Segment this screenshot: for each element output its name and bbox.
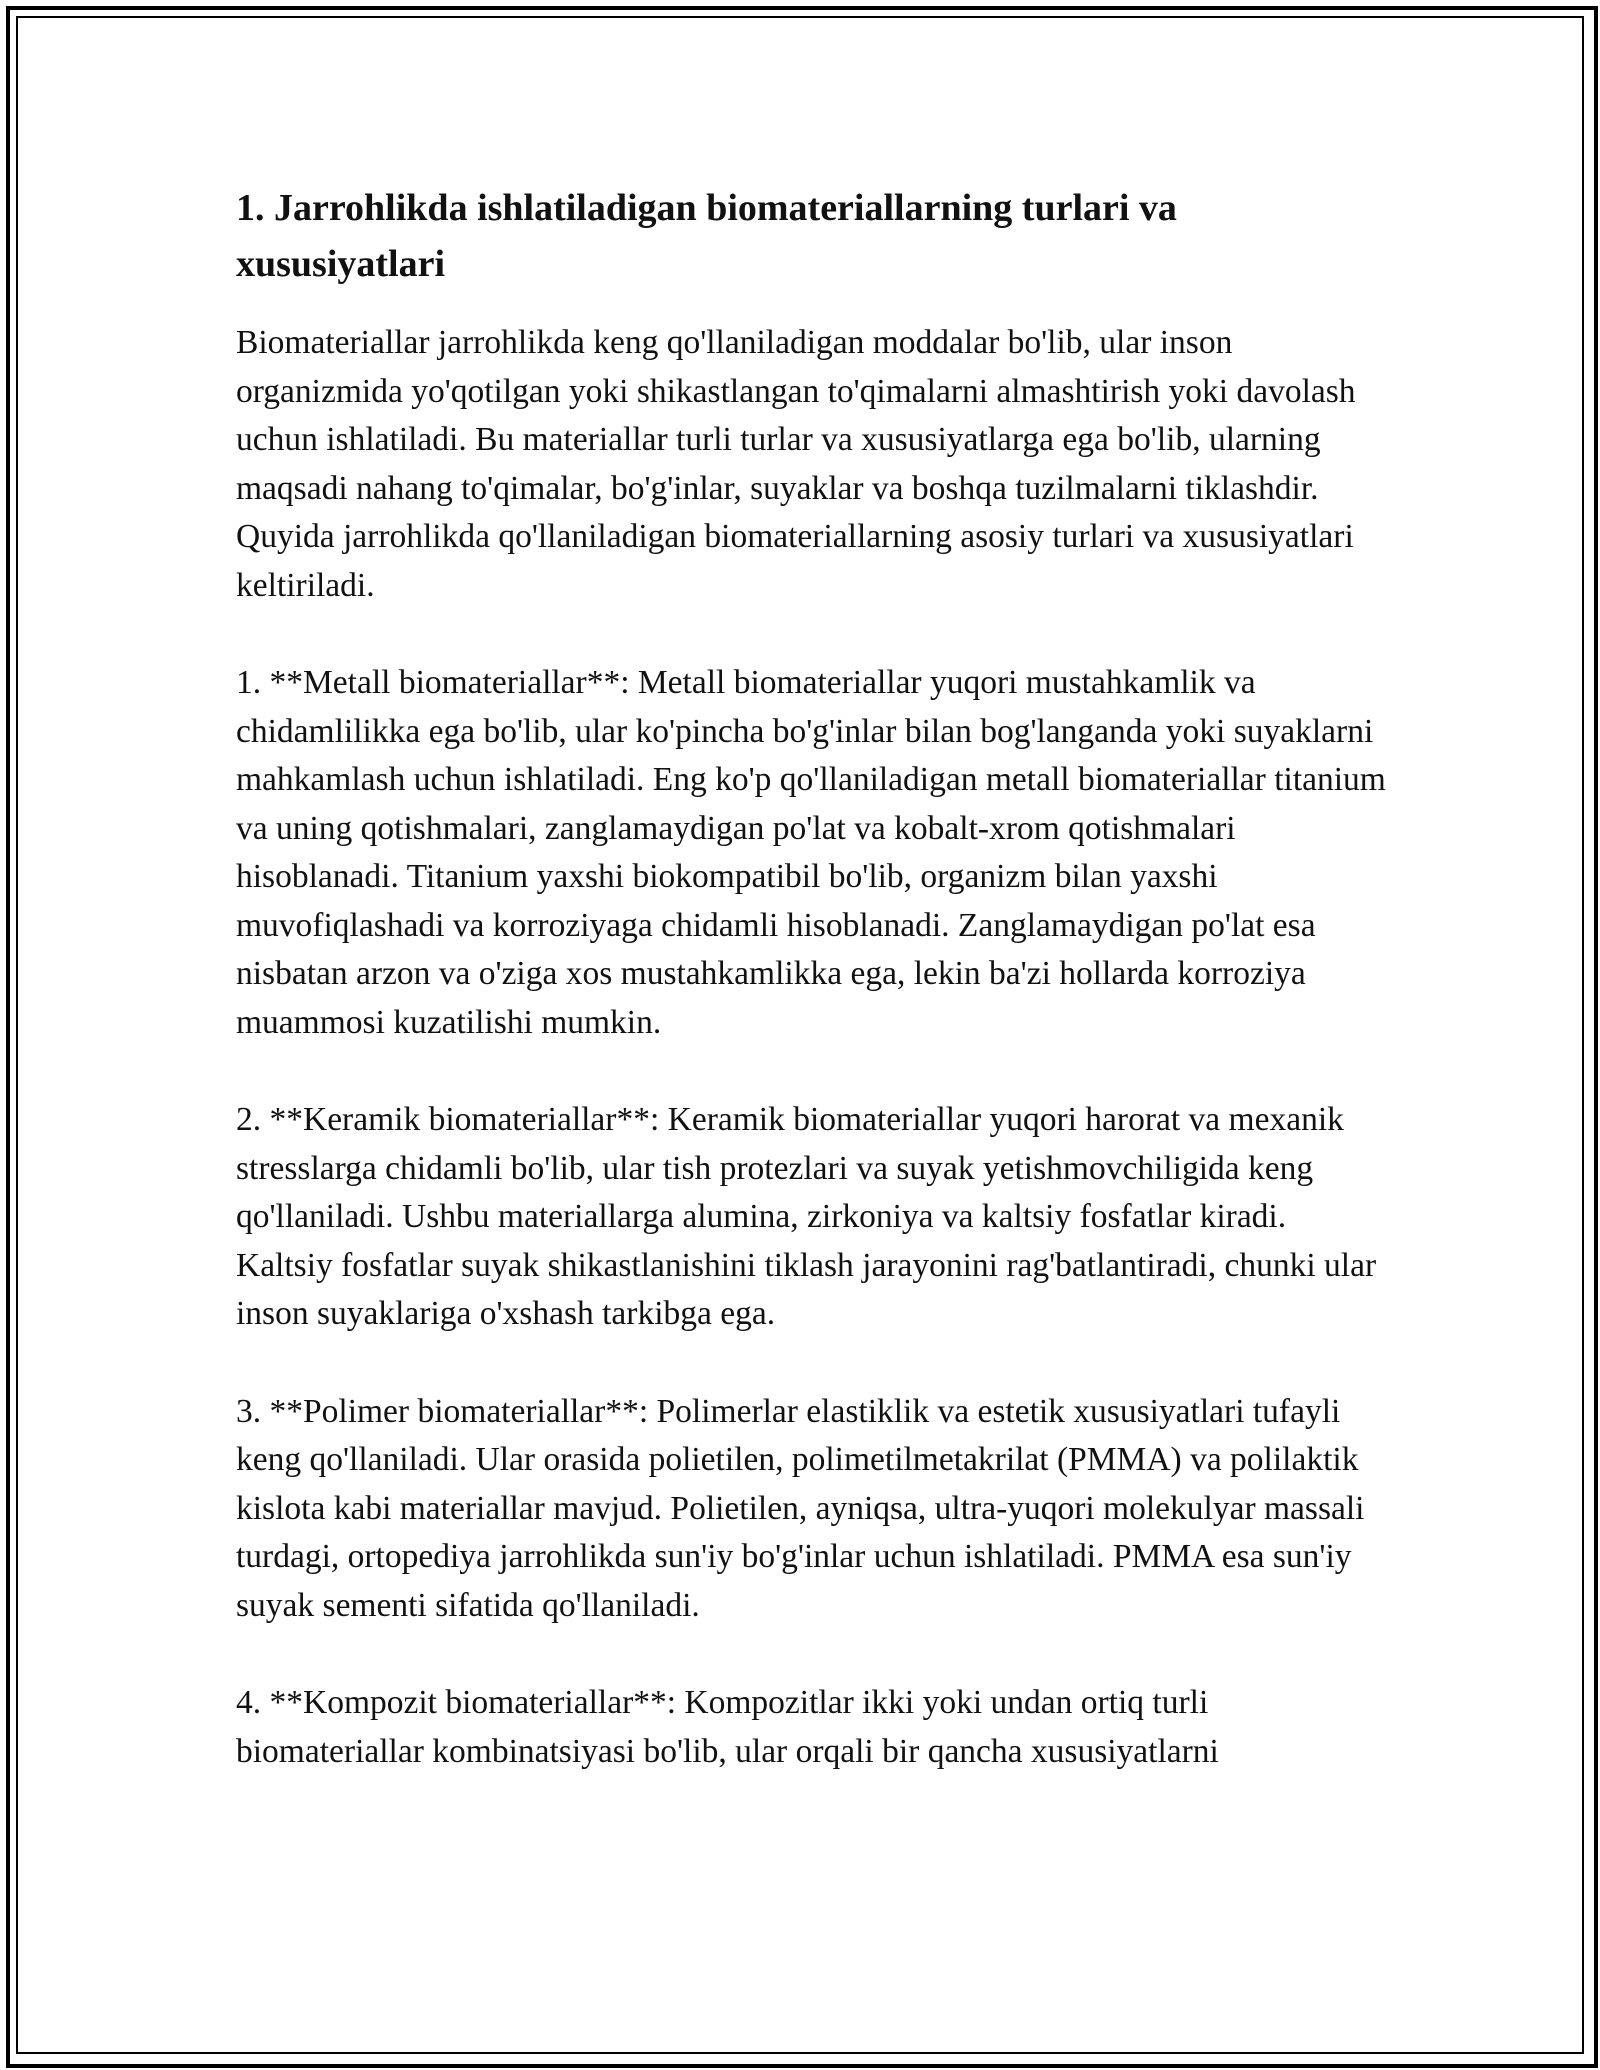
composite-biomaterials-paragraph: 4. **Kompozit biomateriallar**: Kompozitlar ikki yoki undan ortiq turli biomateriallar kombinatsiyasi bo'lib, ular orqali bir qancha xususiyatlarni (236, 1684, 1219, 1770)
intro-paragraph: Biomateriallar jarrohlikda keng qo'llaniladigan moddalar bo'lib, ular inson organizmida yo'qotilgan yoki shikastlangan to'qimalarni almashtirish yoki davolash uchun ishlatiladi. Bu materiallar turli turlar va xususiyatlarga ega bo'lib, ularning maqsadi nahang to'qimalar, bo'g'inlar, suyaklar va boshqa tuzilmalarni tiklashdir. Quyida jarrohlikda qo'llaniladigan biomateriallarning asosiy turlari va xususiyatlari keltiriladi. (236, 324, 1356, 604)
polymer-biomaterials-paragraph: 3. **Polimer biomateriallar**: Polimerlar elastiklik va estetik xususiyatlari tufayli keng qo'llaniladi. Ular orasida polietilen, polimetilmetakrilat (PMMA) va polilaktik kislota kabi materiallar mavjud. Polietilen, ayniqsa, ultra-yuqori molekulyar massali turdagi, ortopediya jarrohlikda sun'iy bo'g'inlar uchun ishlatiladi. PMMA esa sun'iy suyak sementi sifatida qo'llaniladi. (236, 1392, 1365, 1624)
ceramic-biomaterials-paragraph: 2. **Keramik biomateriallar**: Keramik biomateriallar yuqori harorat va mexanik stresslarga chidamli bo'lib, ular tish protezlari va suyak yetishmovchiligida keng qo'llaniladi. Ushbu materiallarga alumina, zirkoniya va kaltsiy fosfatlar kiradi. Kaltsiy fosfatlar suyak shikastlanishini tiklash jarayonini rag'batlantiradi, chunki ular inson suyaklariga o'xshash tarkibga ega. (236, 1101, 1377, 1332)
document-body (236, 180, 1386, 1776)
page-title: 1. Jarrohlikda ishlatiladigan biomateriallarning turlari va xususiyatlari (236, 187, 1177, 285)
metal-biomaterials-paragraph: 1. **Metall biomateriallar**: Metall biomateriallar yuqori mustahkamlik va chidamlilikka ega bo'lib, ular ko'pincha bo'g'inlar bilan bog'langanda yoki suyaklarni mahkamlash uchun ishlatiladi. Eng ko'p qo'llaniladigan metall biomateriallar titanium va uning qotishmalari, zanglamaydigan po'lat va kobalt-xrom qotishmalari hisoblanadi. Titanium yaxshi biokompatibil bo'lib, organizm bilan yaxshi muvofiqlashadi va korroziyaga chidamli hisoblanadi. Zanglamaydigan po'lat esa nisbatan arzon va o'ziga xos mustahkamlikka ega, lekin ba'zi hollarda korroziya muammosi kuzatilishi mumkin. (236, 664, 1386, 1041)
